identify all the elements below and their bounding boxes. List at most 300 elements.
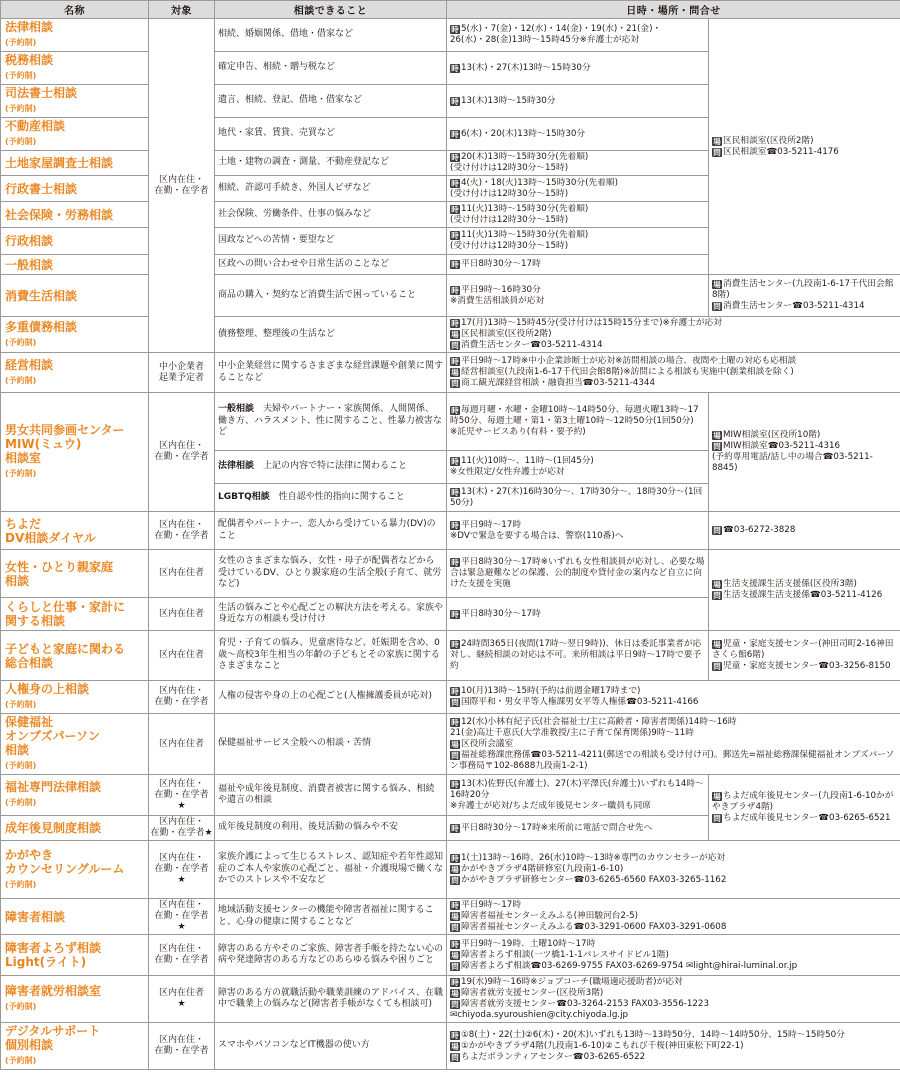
info-text: 区民相談室(区役所2階)	[461, 329, 561, 339]
schedule-cell	[447, 118, 709, 151]
schedule-cell	[447, 550, 709, 598]
name-label: 司法書士相談	[5, 86, 78, 100]
reservation-note: (予約制)	[5, 879, 37, 889]
info-line	[450, 739, 897, 750]
topics-cell: 区政への問い合わせや日常生活のことなど	[215, 255, 447, 275]
info-text: 障害者福祉センターえみふる(神田駿河台2-5)	[461, 911, 638, 921]
info-text: 17(月)13時〜15時45分(受け付けは15時15分まで)※弁護士が応対	[461, 318, 722, 328]
header-target: 対象	[149, 1, 215, 19]
inquiry-icon: 問	[451, 1052, 459, 1062]
table-row	[1, 1023, 900, 1070]
consultation-name	[1, 118, 149, 151]
target-cell: 区内在住者 ★	[149, 976, 215, 1023]
name-label: 経営相談	[5, 357, 54, 372]
info-text: 児童・家庭支援センター(神田司町2-16神田さくら館6階)	[712, 639, 894, 660]
info-line	[712, 579, 897, 590]
inquiry-icon: 問	[451, 923, 459, 932]
name-label: 障害者相談	[5, 909, 66, 924]
clock-icon: 時	[451, 609, 459, 619]
info-text: 平日8時30分〜17時※来所前に電話で問合せ先へ	[461, 822, 653, 833]
info-line	[712, 525, 897, 536]
info-text: 区民相談室☎03-5211-4176	[723, 146, 839, 157]
topics-cell: 確定申告、相続・贈与税など	[215, 52, 447, 85]
info-text: かがやきプラザ4階研修室(九段南1-6-10)	[461, 864, 624, 874]
consultation-name	[1, 52, 149, 85]
info-text: 12(水)小林有紀子氏(社会福祉士/主に高齢者・障害者関係)14時〜16時	[461, 716, 737, 727]
info-text: 19(水)9時〜16時※ジョブコーチ(職場適応援助者)が応対	[461, 977, 683, 987]
info-text: 13(木)・27(木)16時30分〜、17時30分〜、18時30分〜(1回50分)	[450, 486, 703, 508]
table-row	[1, 353, 900, 393]
info-text: 10(月)13時〜15時(予約は前週金曜17時まで)	[461, 686, 641, 696]
info-line	[450, 285, 705, 296]
info-text: MIW相談室(区役所10階)	[723, 430, 821, 440]
place-icon: 場	[713, 280, 721, 289]
consultation-name	[1, 202, 149, 228]
info-text: 13(木)・27(木)13時〜15時30分	[461, 62, 591, 73]
place-icon: 場	[451, 1041, 459, 1051]
schedule-cell	[447, 899, 900, 935]
topics-cell: 中小企業経営に関するさまざまな経営課題や創業に関することなど	[215, 353, 447, 393]
clock-icon: 時	[451, 823, 459, 833]
header-topics: 相談できること	[215, 1, 447, 19]
topics-cell: 相続、許認可手続き、外国人ビザなど	[215, 176, 447, 202]
inquiry-icon: 問	[713, 591, 721, 600]
info-text: 平日9時〜16時30分	[461, 284, 541, 295]
contact-cell	[709, 775, 900, 841]
consultation-name	[1, 353, 149, 393]
consultation-name	[1, 151, 149, 176]
topics-cell	[215, 451, 447, 484]
reservation-note: (予約制)	[5, 38, 37, 47]
schedule-cell	[447, 275, 709, 317]
info-text: 26(水)・28(金)13時〜15時45分※弁護士が応対	[450, 35, 640, 45]
place-icon: 場	[713, 580, 721, 589]
info-line	[712, 661, 897, 672]
topics-cell	[215, 393, 447, 451]
inquiry-icon: 問	[713, 662, 721, 671]
clock-icon: 時	[451, 25, 459, 34]
consultation-name	[1, 935, 149, 976]
consultation-name	[1, 176, 149, 202]
name-label: くらしと仕事・家計に 関する相談	[5, 600, 126, 628]
schedule-cell	[447, 935, 900, 976]
topics-cell: 地域活動支援センターの機能や障害者福祉に関すること、心身の健康に関することなど	[215, 899, 447, 935]
info-line	[712, 147, 897, 158]
info-line	[450, 557, 705, 590]
contact-cell	[709, 19, 900, 275]
inquiry-icon: 問	[713, 526, 721, 535]
name-label: 行政書士相談	[5, 181, 78, 196]
place-icon: 場	[451, 330, 459, 339]
table-row	[1, 393, 900, 451]
table-row	[1, 512, 900, 550]
schedule-cell	[447, 816, 709, 841]
topics-cell: 相続、婚姻関係、借地・借家など	[215, 19, 447, 52]
clock-icon: 時	[451, 457, 459, 466]
info-text: ちよだボランティアセンター☎03-6265-6522	[461, 1051, 646, 1062]
clock-icon: 時	[451, 129, 459, 139]
topics-cell: 生活の悩みごとや心配ごとの解決方法を考える。家族や身近な方の相談も受け付け	[215, 598, 447, 631]
schedule-cell	[447, 176, 709, 202]
schedule-cell	[447, 151, 709, 176]
reservation-note: (予約制)	[5, 761, 37, 770]
info-line	[450, 801, 705, 812]
clock-icon: 時	[451, 96, 459, 106]
info-line	[450, 717, 897, 728]
schedule-cell	[447, 52, 709, 85]
topics-cell: 社会保険、労働条件、仕事の悩みなど	[215, 202, 447, 228]
info-line	[450, 531, 705, 542]
info-line	[450, 639, 705, 672]
schedule-cell	[447, 681, 900, 714]
info-text: 4(火)・18(火)13時〜15時30分(先着順)	[461, 177, 618, 188]
info-text: 経営相談室(九段南1-6-17千代田会館8階)※訪問による相談も実施中(創業相談を除く)	[461, 367, 794, 377]
info-line	[450, 900, 897, 911]
name-label: 法律相談	[5, 20, 54, 34]
info-line	[712, 639, 897, 661]
clock-icon: 時	[451, 939, 459, 949]
reservation-note: (予約制)	[5, 700, 37, 709]
inquiry-icon: 問	[451, 1000, 459, 1009]
info-text: 平日8時30分〜17時	[461, 259, 541, 269]
target-cell: 区内在住・ 在勤・在学者	[149, 19, 215, 353]
target-cell: 区内在住・ 在勤・在学者 ★	[149, 841, 215, 899]
name-label: 不動産相談	[5, 119, 66, 133]
name-label: 福祉専門法律相談	[5, 780, 102, 794]
sub-consultation-label: LGBTQ相談	[218, 491, 270, 502]
info-line	[450, 939, 897, 950]
schedule-cell	[447, 317, 900, 353]
contact-cell	[709, 275, 900, 317]
clock-icon: 時	[451, 640, 459, 649]
schedule-cell	[447, 631, 709, 681]
info-text: 平日8時30分〜17時	[461, 608, 541, 619]
table-row	[1, 841, 900, 899]
schedule-cell	[447, 255, 709, 275]
info-line	[712, 136, 897, 147]
info-text: ※消費生活相談員が応対	[450, 295, 545, 306]
table-row	[1, 19, 900, 52]
name-label: 子どもと家庭に関わる 総合相談	[5, 641, 126, 670]
info-line	[450, 129, 705, 140]
topics-cell: 福祉や成年後見制度、消費者被害に関する悩み、相続や遺言の相談	[215, 775, 447, 816]
sub-consultation-text: 性自認や性的指向に関すること	[269, 491, 405, 502]
consultation-name	[1, 85, 149, 118]
clock-icon: 時	[451, 779, 459, 789]
target-cell: 区内在住者	[149, 631, 215, 681]
info-line	[712, 279, 897, 301]
name-label: ちよだ DV相談ダイヤル	[5, 516, 96, 545]
consultation-name	[1, 1023, 149, 1070]
topics-cell	[215, 484, 447, 512]
info-text: 障害者就労支援センター(区役所3階)	[461, 988, 604, 998]
reservation-note: (予約制)	[5, 375, 37, 385]
schedule-cell	[447, 202, 709, 228]
topics-cell: 育児・子育ての悩み、児童虐待など、妊娠期を含め、0歳〜高校3年生相当の年齢の子どもとその家族に関するさまざまなこと	[215, 631, 447, 681]
info-line	[450, 318, 897, 329]
info-line	[450, 163, 705, 174]
info-text: 障害者よろず相談(一ツ橋1-1-1パレスサイドビル1階)	[461, 949, 669, 960]
place-icon: 場	[451, 739, 459, 749]
clock-icon: 時	[451, 717, 459, 727]
header-row	[1, 1, 900, 19]
clock-icon: 時	[451, 357, 459, 366]
info-text: 生活支援課生活支援係(区役所3階)	[723, 579, 857, 589]
consultation-name	[1, 255, 149, 275]
consultation-name	[1, 714, 149, 775]
topics-cell: 土地・建物の調査・測量、不動産登記など	[215, 151, 447, 176]
info-text: MIW相談室☎03-5211-4316	[723, 441, 841, 451]
info-line	[450, 367, 897, 378]
info-line	[712, 813, 897, 824]
info-text: ✉chiyoda.syuroushien@city.chiyoda.lg.jp	[450, 1010, 629, 1020]
place-icon: 場	[451, 989, 459, 998]
info-line	[450, 1010, 897, 1021]
info-line	[450, 259, 705, 270]
schedule-cell	[447, 228, 709, 255]
info-line	[450, 1030, 897, 1041]
consultation-name	[1, 899, 149, 935]
info-line	[450, 24, 705, 35]
info-line	[450, 686, 897, 697]
clock-icon: 時	[451, 319, 459, 328]
info-line	[450, 456, 705, 467]
inquiry-icon: 問	[451, 876, 459, 885]
info-text: (受け付けは12時30分〜15時)	[450, 163, 569, 173]
info-text: 11(火)13時〜15時30分(先着順)	[461, 230, 589, 240]
place-icon: 場	[451, 865, 459, 874]
table-body	[1, 19, 900, 1070]
info-line	[712, 430, 897, 441]
info-line	[450, 988, 897, 999]
info-line	[450, 63, 705, 74]
inquiry-icon: 問	[451, 341, 459, 350]
sub-consultation-label: 法律相談	[218, 461, 255, 472]
reservation-note: (予約制)	[5, 1002, 37, 1011]
info-line	[450, 609, 705, 620]
schedule-cell	[447, 353, 900, 393]
place-icon: 場	[713, 640, 721, 649]
topics-cell: 地代・家賃、賃貸、売買など	[215, 118, 447, 151]
clock-icon: 時	[451, 178, 459, 188]
table-row	[1, 550, 900, 598]
info-text: 消費生活センター☎03-5211-4314	[461, 340, 603, 350]
topics-cell: 商品の購入・契約など消費生活で困っていること	[215, 275, 447, 317]
info-text: 13(木)13時〜15時30分	[461, 95, 556, 106]
consultation-name	[1, 841, 149, 899]
table-row	[1, 681, 900, 714]
info-text: 障害者福祉センターえみふる☎03-3291-0600 FAX03-3291-0608	[461, 922, 727, 932]
clock-icon: 時	[451, 231, 459, 240]
info-text: 11(火)13時〜15時30分(先着順)	[461, 203, 589, 214]
schedule-cell	[447, 451, 709, 484]
header-name: 名称	[1, 1, 149, 19]
contact-cell	[709, 393, 900, 512]
info-text: 毎週月曜・水曜・金曜10時〜14時50分、毎週火曜13時〜17時50分、毎週土曜・第1・第3土曜10時〜12時50分(1回50分)	[450, 405, 699, 426]
info-line	[712, 441, 897, 452]
info-text: 国際平和・男女平等人権課男女平等人権係☎03-5211-4166	[461, 697, 699, 707]
topics-cell: 保健福祉サービス全般への相談・苦情	[215, 714, 447, 775]
info-text: ①8(土)・22(土)②6(木)・20(木)いずれも13時〜13時50分、14時〜14時50分、15時〜15時50分	[461, 1029, 854, 1040]
target-cell: 区内在住・ 在勤・在学者	[149, 1023, 215, 1070]
topics-cell: 女性のさまざまな悩み、女性・母子が配偶者などから受けているDV、ひとり親家庭の生活全般(子育て、就労など)	[215, 550, 447, 598]
target-cell: 区内在住・ 在勤・在学者 ★	[149, 899, 215, 935]
sub-consultation-text: 夫婦やパートナー・家族関係、人間関係、働き方、ハラスメント、性に関すること、性暴力被害など	[218, 404, 442, 438]
info-text: 13(木)佐野氏(弁護士)、27(木)平澤氏(弁護士)いずれも14時〜16時20分	[450, 778, 704, 800]
info-line	[450, 999, 897, 1010]
info-line	[450, 911, 897, 922]
topics-cell: スマホやパソコンなどIT機器の使い方	[215, 1023, 447, 1070]
schedule-cell	[447, 841, 900, 899]
name-label: 多重債務相談	[5, 319, 78, 334]
clock-icon: 時	[451, 204, 459, 214]
info-text: ※託児サービスあり(有料・要予約)	[450, 427, 586, 437]
consultation-name	[1, 393, 149, 512]
clock-icon: 時	[451, 854, 459, 863]
target-cell: 中小企業者 起業予定者	[149, 353, 215, 393]
info-text: 平日9時〜17時	[461, 900, 530, 910]
table-row	[1, 275, 900, 317]
name-label: 女性・ひとり親家庭 相談	[5, 559, 114, 588]
consultation-name	[1, 512, 149, 550]
info-text: 24時間365日(夜間(17時〜翌日9時))、休日は委託事業者が応対し、継続相談の対応は不可。来所相談は平日9時〜17時で要予約	[450, 639, 702, 671]
schedule-cell	[447, 19, 709, 52]
table-row	[1, 935, 900, 976]
contact-cell	[709, 512, 900, 550]
info-text: 平日9時〜17時	[461, 519, 522, 530]
clock-icon: 時	[451, 285, 459, 295]
name-label: 消費生活相談	[5, 288, 78, 303]
info-line	[450, 520, 705, 531]
inquiry-icon: 問	[451, 750, 459, 760]
consultation-name	[1, 816, 149, 841]
info-text: ※女性限定/女性弁護士が応対	[450, 467, 565, 477]
table-row	[1, 714, 900, 775]
place-icon: 場	[451, 950, 459, 960]
clock-icon: 時	[451, 406, 459, 415]
info-text: かがやきプラザ研修センター☎03-6265-6560 FAX03-3265-1162	[461, 875, 727, 885]
reservation-note: (予約制)	[5, 337, 37, 347]
name-label: かがやき カウンセリングルーム	[5, 847, 125, 876]
info-text: 障害者よろず相談☎03-6269-9755 FAX03-6269-9754 ✉light@hirai-luminal.or.jp	[461, 960, 798, 971]
info-line	[450, 35, 705, 46]
table-row	[1, 899, 900, 935]
info-text: 福祉総務課庶務係☎03-5211-4211(郵送での相談も受け付け可)。郵送先=福祉総務課保健福祉オンブズパーソン事務局〒102-8688九段南1-2-1)	[450, 749, 895, 771]
name-label: 土地家屋調査士相談	[5, 156, 114, 170]
topics-cell: 配偶者やパートナー、恋人から受けている暴力(DV)のこと	[215, 512, 447, 550]
sub-consultation-text: 上記の内容で特に法律に関わること	[254, 461, 408, 472]
place-icon: 場	[713, 136, 721, 146]
name-label: 成年後見制度相談	[5, 821, 102, 835]
info-text: (受け付けは12時30分〜15時)	[450, 188, 569, 199]
clock-icon: 時	[451, 901, 459, 910]
clock-icon: 時	[451, 63, 459, 73]
place-icon: 場	[451, 912, 459, 921]
target-cell: 区内在住者	[149, 598, 215, 631]
header-schedule: 日時・場所・問合せ	[447, 1, 900, 19]
info-text: 商工観光課経営相談・融資担当☎03-5211-4344	[461, 378, 655, 388]
info-text: 5(水)・7(金)・12(水)・14(金)・19(水)・21(金)・	[461, 24, 662, 34]
clock-icon: 時	[451, 487, 459, 497]
info-text: 区役所会議室	[461, 738, 522, 749]
info-line	[450, 152, 705, 163]
schedule-cell	[447, 1023, 900, 1070]
info-line	[450, 329, 897, 340]
target-cell: 区内在住・ 在勤・在学者★	[149, 816, 215, 841]
inquiry-icon: 問	[713, 814, 721, 823]
place-icon: 場	[713, 792, 721, 801]
info-text: 消費生活センター(九段南1-6-17千代田会館8階)	[712, 279, 894, 300]
schedule-cell	[447, 393, 709, 451]
consultation-name	[1, 19, 149, 52]
schedule-cell	[447, 512, 709, 550]
target-cell: 区内在住・ 在勤・在学者	[149, 512, 215, 550]
schedule-cell	[447, 85, 709, 118]
info-line	[450, 296, 705, 307]
reservation-note: (予約制)	[5, 137, 37, 146]
info-text: 平日9時〜17時※中小企業診断士が応対※訪問相談の場合、夜間や土曜の対応も応相談	[461, 356, 797, 366]
info-text: ちよだ成年後見センター☎03-6265-6521	[723, 813, 891, 823]
reservation-note: (予約制)	[5, 798, 37, 807]
consultation-name	[1, 550, 149, 598]
info-text: 11(火)10時〜、11時〜(1回45分)	[461, 456, 594, 466]
name-label: デジタルサポート 個別相談	[5, 1024, 101, 1052]
inquiry-icon: 問	[451, 379, 459, 388]
info-text: 平日8時30分〜17時※いずれも女性相談員が応対し、必要な場合は緊急避難などの保護、公的制度や貸付金の案内など自立に向けた支援を実施	[450, 557, 705, 589]
info-line	[450, 215, 705, 226]
consultation-name	[1, 681, 149, 714]
consultation-name	[1, 976, 149, 1023]
info-text: ☎03-6272-3828	[723, 525, 796, 535]
info-line	[450, 96, 705, 107]
schedule-cell	[447, 484, 709, 512]
info-line	[450, 178, 705, 189]
target-cell: 区内在住・ 在勤・在学者 ★	[149, 775, 215, 816]
clock-icon: 時	[451, 153, 459, 162]
clock-icon: 時	[451, 978, 459, 987]
consultation-name	[1, 317, 149, 353]
table-row	[1, 976, 900, 1023]
info-line	[450, 427, 705, 438]
schedule-cell	[447, 714, 900, 775]
info-text: (受け付けは12時30分〜15時)	[450, 241, 569, 251]
info-line	[450, 961, 897, 972]
inquiry-icon: 問	[713, 147, 721, 157]
clock-icon: 時	[451, 260, 459, 269]
info-line	[450, 204, 705, 215]
topics-cell: 遺言、相続、登記、借地・借家など	[215, 85, 447, 118]
name-label: 障害者よろず相談 Light(ライト)	[5, 941, 102, 969]
target-cell: 区内在住・ 在勤・在学者	[149, 393, 215, 512]
name-label: 一般相談	[5, 257, 54, 272]
info-text: 21(金)高辻千恵氏(大学准教授/主に子育て保育関係)9時〜11時	[450, 727, 694, 738]
info-text: 生活支援課生活支援係☎03-5211-4126	[723, 590, 883, 600]
info-line	[450, 1052, 897, 1063]
info-text: 20(木)13時〜15時30分(先着順)	[461, 152, 589, 162]
info-line	[450, 950, 897, 961]
info-line	[450, 230, 705, 241]
schedule-cell	[447, 598, 709, 631]
info-line	[450, 487, 705, 509]
name-label: 税務相談	[5, 53, 54, 67]
name-label: 行政相談	[5, 234, 54, 248]
info-line	[450, 356, 897, 367]
inquiry-icon: 問	[451, 698, 459, 707]
info-text: 障害者就労支援センター☎03-3264-2153 FAX03-3556-1223	[461, 999, 709, 1009]
target-cell: 区内在住・ 在勤・在学者	[149, 681, 215, 714]
clock-icon: 時	[451, 687, 459, 696]
schedule-cell	[447, 775, 709, 816]
